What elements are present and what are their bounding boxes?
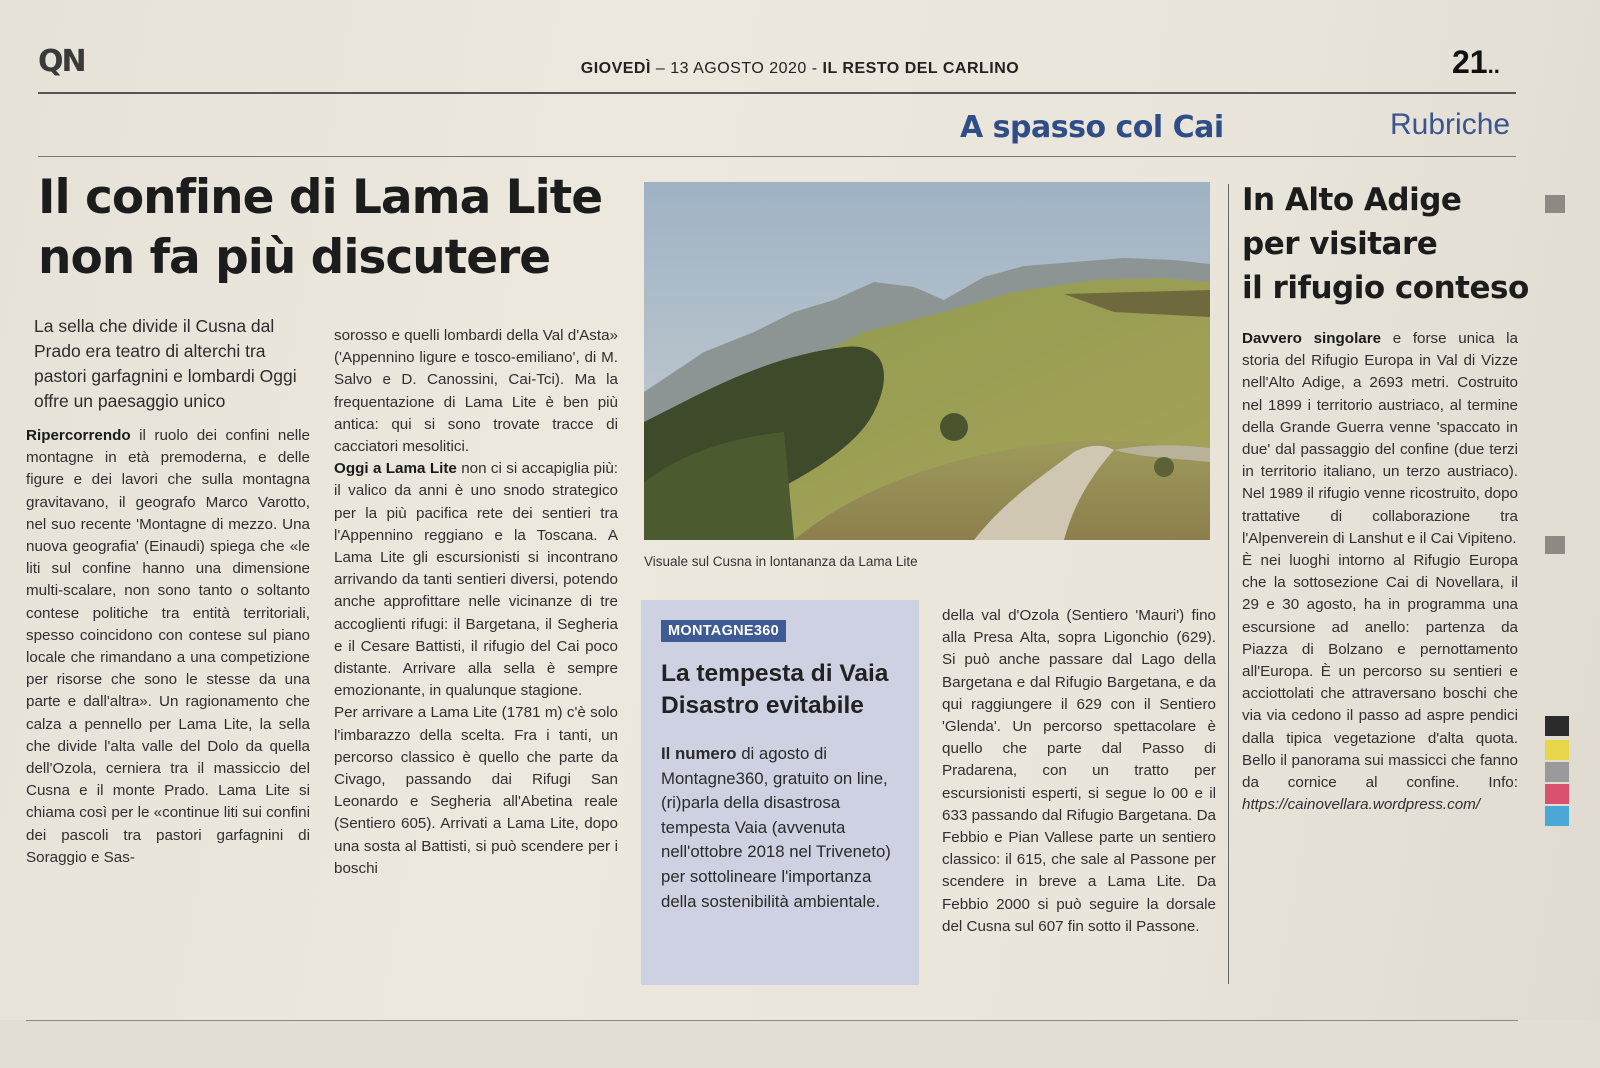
montagne360-badge: MONTAGNE360 [661, 620, 786, 642]
sidebar-info-url: https://cainovellara.wordpress.com/ [1242, 796, 1481, 814]
box-lead: Il numero [661, 744, 737, 763]
edge-mark [1545, 195, 1565, 213]
sidebar-column [1242, 328, 1518, 816]
folio-date: 13 AGOSTO 2020 [670, 60, 807, 77]
folio-paper-name: IL RESTO DEL CARLINO [822, 60, 1020, 77]
edge-mark [1545, 536, 1565, 554]
montagne360-box [641, 600, 919, 985]
color-swatch [1545, 716, 1569, 736]
color-swatch [1545, 762, 1569, 782]
color-swatch [1545, 740, 1569, 760]
article-standfirst: La sella che divide il Cusna dal Prado era teatro di alterchi tra pastori garfagnini e lombardi Oggi offre un paesaggio unico [34, 316, 297, 411]
folio-day: GIOVEDÌ [580, 60, 651, 77]
page-folio [0, 60, 1600, 78]
headline-line-1: Il confine di Lama Lite [38, 170, 603, 225]
header-rule [38, 92, 1516, 94]
sidebar-headline-line-2: per visitare [1242, 226, 1438, 262]
photo-caption: Visuale sul Cusna in lontananza da Lama Lite [644, 554, 918, 569]
sidebar-paragraph-1: e forse unica la storia del Rifugio Europa in Val di Vizze nell'Alto Adige, a 2693 metri. Costruito nel 1899 i territorio austriaco, al termine della Grande Guerra venne 'spaccato in due' dal passaggio del confine (due terzi in territorio italiano, un terzo austriaco). Nel 1989 il rifugio venne ricostruito, dopo trattative di collaborazione tra l'Alpenverein di Lanshut e il Cai Vipiteno. [1242, 330, 1519, 547]
article-column-1 [26, 425, 310, 869]
folio-separator: – [655, 60, 666, 77]
footer-rule [26, 1020, 1518, 1021]
article-photo-mountain-landscape [644, 182, 1210, 540]
sidebar-headline-line-1: In Alto Adige [1242, 182, 1462, 218]
section-tag: Rubriche [1390, 108, 1511, 141]
column-2-paragraph-2: non ci si accapiglia più: il valico da anni è uno snodo strategico per la più pacifica rete dei sentieri tra l'Appennino reggiano e la Toscana. A Lama Lite gli escursionisti si incontrano arrivando da tanti sentieri diversi, potendo anche approfittare nelle vicinanze di tre accoglienti rifugi: il Bargetana, il Segheria e il Cesare Battisti, il rifugio del Cai poco distante. Arrivare alla sella è sempre emozionante, in qualunque stagione. [334, 460, 618, 700]
box-body: di agosto di Montagne360, gratuito on line, (ri)parla della disastrosa tempesta Vaia (avvenuta nell'ottobre 2018 nel Triveneto) per sottolineare l'importanza della sostenibilità ambientale. [661, 744, 891, 911]
column-2-lead: Oggi a Lama Lite [334, 460, 457, 478]
folio-separator: - [811, 60, 818, 77]
sidebar-headline-line-3: il rifugio conteso [1242, 270, 1529, 306]
column-2-paragraph-3: Per arrivare a Lama Lite (1781 m) c'è solo l'imbarazzo della scelta. Fra i tanti, un percorso classico è quello che parte da Civago, passando dai Rifugi San Leonardo e Segheria all'Abetina reale (Sentiero 605). Arrivati a Lama Lite, dopo una sosta al Battisti, si può scendere per i boschi [334, 704, 618, 877]
article-column-3: della val d'Ozola (Sentiero 'Mauri') fino alla Presa Alta, sopra Ligonchio (629). Si può anche passare dal Lago della Bargetana e dal Rifugio Bargetana, e da qui raggiungere il 629 con il Sentiero 'Glenda'. Un percorso spettacolare è quello che parte dal Passo di Pradarena, con un tratto per escursionisti esperti, si segue lo 00 e il 633 passando dal Rifugio Bargetana. Da Febbio e Pian Vallese parte un sentiero classico: il 615, che sale al Passone per scendere in breve a Lama Lite. Da Febbio 2000 si può seguire la dorsale del Cusna sul 607 fin sotto il Passone. [942, 607, 1216, 935]
section-rule [38, 156, 1516, 157]
box-title: La tempesta di Vaia Disastro evitabile [661, 660, 889, 719]
color-swatch [1545, 806, 1569, 826]
box-text [661, 742, 906, 914]
page-bottom-margin [0, 1020, 1600, 1068]
column-1-lead: Ripercorrendo [26, 427, 131, 444]
section-title: A spasso col Cai [960, 110, 1224, 145]
article-column-2 [334, 325, 618, 880]
color-swatch [1545, 784, 1569, 804]
page-number: 21.. [1452, 44, 1500, 80]
article-headline [38, 168, 648, 288]
sidebar-info-label: Info: [1488, 774, 1518, 792]
sidebar-lead: Davvero singolare [1242, 330, 1382, 347]
headline-line-2: non fa più discutere [38, 230, 551, 285]
sidebar-headline [1242, 178, 1542, 310]
qn-logo: QN [38, 44, 85, 79]
column-1-text: il ruolo dei confini nelle montagne in età premoderna, e delle figure e dei lavori che sulla montagna gravitavano, il geografo Marco Varotto, nel suo recente 'Montagne di mezzo. Una nuova geografia' (Einaudi) spiega che «le liti sul confine hanno una dimensione multi-scalare, non sono tanto o soltanto contese politiche tra entità territoriali, spesso coincidono con contese sul piano locale che rimandano a una competizione per risorse che sono le stesse da una parte e dall'altra». Un ragionamento che calza a pennello per Lama Lite, la sella che divide l'alta valle del Dolo da quella dell'Ozola, cerniera tra il massiccio del Cusna e il monte Prado. Lama Lite si chiama così per le «continue liti sui confini dei pascoli tra pastori garfagnini di Soraggio e Sas- [26, 427, 310, 866]
sidebar-paragraph-2: È nei luoghi intorno al Rifugio Europa che la sottosezione Cai di Novellara, il 29 e 30 agosto, ha in programma una escursione ad anello: partenza da Piazza di Bolzano e pernottamento all'Europa. È un percorso su sentieri e acciottolati che attraversano boschi che via via cedono il passo ad aspre pendici dalla tipica vegetazione d'alta quota. Bello il panorama sui massicci che fanno da cornice al confine. [1242, 552, 1518, 792]
column-2-paragraph-1: sorosso e quelli lombardi della Val d'Asta» ('Appennino ligure e tosco-emiliano', di M. Salvo e D. Canossini, Cai-Tci). Ma la frequentazione di Lama Lite è ben più antica: qui si sono trovate tracce di cacciatori mesolitici. [334, 327, 618, 456]
column-divider [1228, 184, 1229, 984]
